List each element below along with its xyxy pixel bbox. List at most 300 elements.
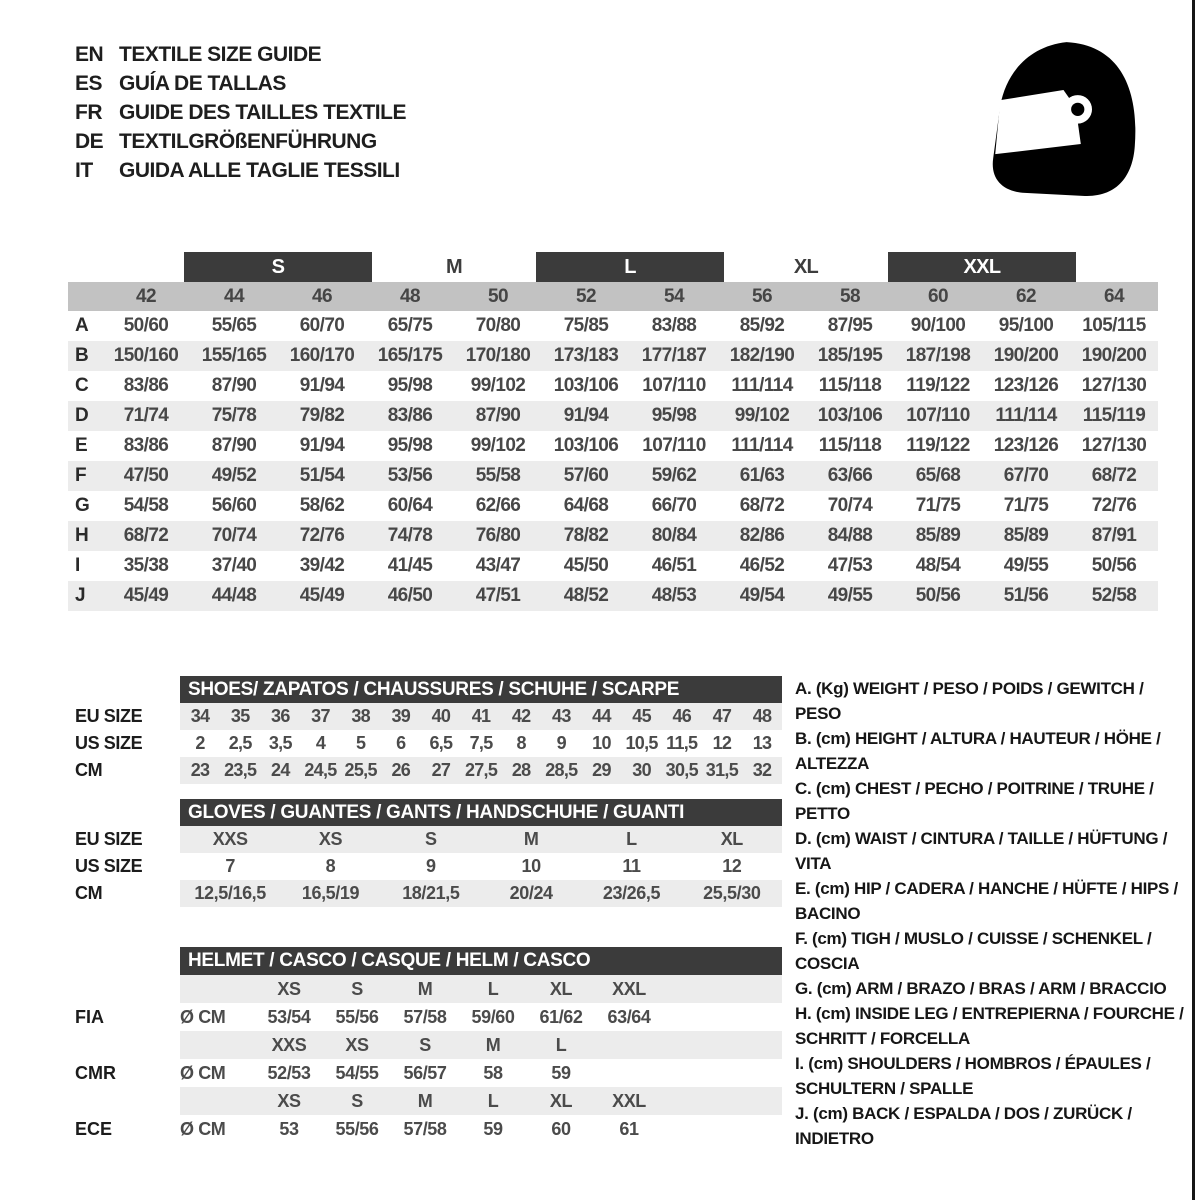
shoes-cell: 4	[315, 733, 326, 753]
helmet-values-row	[68, 1003, 782, 1031]
helmet-value-cell: 58	[483, 1062, 503, 1083]
size-group-l: L	[536, 252, 724, 282]
measurement-cell: 70/74	[827, 495, 873, 516]
measurement-cell: 55/58	[475, 465, 521, 486]
title-line-it	[75, 156, 406, 185]
measurement-cell: 60/64	[387, 495, 433, 516]
measurement-cell: 123/126	[993, 375, 1059, 396]
helmet-size-header: XL	[549, 1090, 573, 1111]
measurement-row	[68, 521, 1158, 551]
measurement-cell: 115/118	[818, 435, 882, 456]
measurement-cell: 83/88	[651, 315, 697, 336]
measurement-cell: 160/170	[289, 345, 355, 366]
measurement-cell: 65/68	[915, 465, 961, 486]
measurement-cell: 62/66	[475, 495, 521, 516]
measurement-cell: 68/72	[123, 525, 169, 546]
helmet-sizes-row	[68, 1031, 782, 1059]
measurement-row	[68, 341, 1158, 371]
measurement-row	[68, 371, 1158, 401]
measurement-cell: 107/110	[906, 405, 970, 426]
helmet-values-band	[180, 1059, 782, 1087]
shoes-cell: 7,5	[469, 733, 493, 753]
measurement-cell: 70/80	[475, 315, 521, 336]
lang-code: DE	[75, 129, 104, 153]
diameter-unit: Ø CM	[180, 1062, 226, 1083]
gloves-row-band	[180, 853, 782, 880]
measurement-cell: 50/56	[915, 585, 961, 606]
corner-cell	[68, 282, 102, 311]
measurement-cell: 76/80	[475, 525, 521, 546]
measurement-row	[68, 551, 1158, 581]
helmet-value-cell: 55/56	[335, 1006, 379, 1027]
shoes-cell: 6,5	[429, 733, 453, 753]
measurement-cell: 85/92	[739, 315, 785, 336]
measurement-cell: 58/62	[299, 495, 345, 516]
shoes-cell: 36	[271, 706, 290, 726]
measurement-cell: 80/84	[651, 525, 697, 546]
measurement-cell: 115/119	[1082, 405, 1146, 426]
measurement-cell: 45/49	[299, 585, 345, 606]
helmet-size-header: XXS	[271, 1034, 307, 1055]
measurement-cell: 91/94	[299, 375, 345, 396]
row-letter: F	[75, 465, 87, 486]
title-line-de	[75, 127, 406, 156]
measurement-cell: 68/72	[739, 495, 785, 516]
shoes-cell: 30,5	[665, 760, 698, 780]
measurement-cell: 87/91	[1091, 525, 1137, 546]
measurement-cell: 111/114	[995, 405, 1057, 426]
guide-title: GUÍA DE TALLAS	[119, 71, 286, 95]
helmet-size-header: XS	[277, 978, 301, 999]
helmet-value-cell: 59/60	[471, 1006, 515, 1027]
gloves-cell: 9	[426, 856, 436, 876]
shoes-cell: 31,5	[705, 760, 739, 780]
shoes-cell: 25,5	[344, 760, 377, 780]
legend-item: H. (cm) INSIDE LEG / ENTREPIERNA / FOURCHE / SCHRITT / FORCELLA	[795, 1004, 1184, 1048]
shoes-cell: 38	[351, 706, 370, 726]
measurement-cell: 49/55	[1003, 555, 1049, 576]
helmet-size-header: L	[487, 1090, 499, 1111]
measurement-cell: 47/51	[475, 585, 521, 606]
measurement-cell: 87/95	[827, 315, 873, 336]
spacer	[68, 799, 180, 826]
measurement-cell: 99/102	[734, 405, 790, 426]
legend-item: J. (cm) BACK / ESPALDA / DOS / ZURÜCK / INDIETRO	[795, 1104, 1132, 1148]
gloves-cell: 12	[722, 856, 742, 876]
measurement-cell: 64/68	[563, 495, 609, 516]
helmet-sizes-row	[68, 975, 782, 1003]
helmet-values-band	[180, 1115, 782, 1143]
measurement-row	[68, 581, 1158, 611]
gloves-cell: S	[425, 829, 437, 849]
measurement-cell: 170/180	[465, 345, 531, 366]
measurement-cell: 190/200	[993, 345, 1059, 366]
measurement-row	[68, 431, 1158, 461]
shoes-cell: 8	[516, 733, 526, 753]
size-column-header: 64	[1104, 285, 1124, 307]
right-edge-line	[1192, 0, 1195, 1200]
measurement-cell: 59/62	[651, 465, 697, 486]
gloves-row	[68, 826, 782, 853]
legend-item: F. (cm) TIGH / MUSLO / CUISSE / SCHENKEL / COSCIA	[795, 929, 1152, 973]
measurement-row	[68, 401, 1158, 431]
row-label: US SIZE	[75, 733, 143, 753]
shoes-cell: 42	[511, 706, 531, 726]
measurement-cell: 47/50	[123, 465, 169, 486]
helmet-value-cell: 52/53	[267, 1062, 311, 1083]
shoes-cell: 10,5	[625, 733, 658, 753]
shoes-title-row	[68, 676, 782, 703]
measurement-cell: 78/82	[563, 525, 609, 546]
gloves-cell: M	[523, 829, 539, 849]
size-column-header: 54	[664, 285, 684, 307]
helmet-size-header: S	[351, 978, 363, 999]
measurement-cell: 46/50	[387, 585, 433, 606]
measurement-cell: 71/74	[123, 405, 169, 426]
measurement-cell: 95/100	[998, 315, 1054, 336]
size-group-m: M	[445, 255, 463, 278]
helmet-value-cell: 61/62	[539, 1006, 583, 1027]
gloves-row	[68, 853, 782, 880]
lang-code: IT	[75, 158, 93, 182]
measurement-cell: 87/90	[211, 435, 257, 456]
spacer	[68, 676, 180, 703]
measurement-cell: 111/114	[731, 375, 793, 396]
gloves-cell: XL	[720, 829, 743, 849]
row-label: EU SIZE	[75, 706, 143, 726]
shoes-table	[68, 676, 782, 784]
measurement-cell: 46/52	[739, 555, 785, 576]
shoes-cell: 2	[195, 733, 205, 753]
measurement-cell: 182/190	[729, 345, 795, 366]
helmet-value-cell: 63/64	[607, 1006, 651, 1027]
title-line-fr	[75, 98, 406, 127]
gloves-cell: 20/24	[509, 883, 553, 903]
gloves-row	[68, 880, 782, 907]
helmet-size-header: L	[555, 1034, 567, 1055]
legend-item: D. (cm) WAIST / CINTURA / TAILLE / HÜFTUNG / VITA	[795, 829, 1168, 873]
shoes-title-bar: SHOES/ ZAPATOS / CHAUSSURES / SCHUHE / SCARPE	[180, 676, 782, 703]
helmet-table	[68, 947, 782, 1143]
title-block	[75, 40, 406, 185]
helmet-size-header: M	[417, 1090, 433, 1111]
measurement-cell: 51/56	[1003, 585, 1049, 606]
helmet-values-row	[68, 1115, 782, 1143]
measurement-cell: 79/82	[299, 405, 345, 426]
measurement-cell: 63/66	[827, 465, 873, 486]
helmet-value-cell: 53	[279, 1118, 299, 1139]
helmet-size-header: M	[417, 978, 433, 999]
helmet-value-cell: 57/58	[403, 1006, 447, 1027]
measurement-cell: 82/86	[739, 525, 785, 546]
lang-code: FR	[75, 100, 102, 124]
measurement-cell: 85/89	[915, 525, 961, 546]
helmet-title-bar: HELMET / CASCO / CASQUE / HELM / CASCO	[180, 947, 782, 975]
gloves-cell: 16,5/19	[301, 883, 360, 903]
measurement-cell: 45/49	[123, 585, 169, 606]
shoes-cell: 24,5	[304, 760, 337, 780]
measurement-cell: 52/58	[1091, 585, 1137, 606]
shoes-cell: 26	[391, 760, 411, 780]
row-letter: D	[75, 405, 89, 426]
helmet-size-header: S	[419, 1034, 431, 1055]
title-line-es	[75, 69, 406, 98]
measurement-cell: 185/195	[817, 345, 883, 366]
measurement-cell: 87/90	[475, 405, 521, 426]
helmet-sizes-band	[180, 1087, 782, 1115]
legend-item: E. (cm) HIP / CADERA / HANCHE / HÜFTE / HIPS / BACINO	[795, 879, 1178, 923]
measurement-cell: 67/70	[1003, 465, 1049, 486]
helmet-size-header: M	[485, 1034, 501, 1055]
gloves-cell: 12,5/16,5	[194, 883, 266, 903]
measurement-cell: 41/45	[387, 555, 433, 576]
measurement-cell: 44/48	[211, 585, 257, 606]
row-letter: G	[75, 495, 90, 516]
size-column-header: 44	[224, 285, 244, 307]
guide-title: TEXTILGRÖßENFÜHRUNG	[119, 129, 377, 153]
gloves-cell: 7	[225, 856, 235, 876]
gloves-cell: 11	[622, 856, 641, 876]
measurement-cell: 48/52	[563, 585, 609, 606]
row-letter: B	[75, 345, 89, 366]
measurement-cell: 49/52	[211, 465, 257, 486]
helmet-value-cell: 54/55	[335, 1062, 379, 1083]
shoes-row-band	[180, 730, 782, 757]
helmet-values-band	[180, 1003, 782, 1031]
measurement-cell: 85/89	[1003, 525, 1049, 546]
measurement-cell: 84/88	[827, 525, 873, 546]
helmet-size-header: S	[351, 1090, 363, 1111]
shoes-cell: 47	[712, 706, 732, 726]
measurement-cell: 50/60	[123, 315, 169, 336]
measurement-cell: 127/130	[1081, 435, 1147, 456]
row-label: CM	[75, 760, 103, 780]
measurement-cell: 57/60	[563, 465, 609, 486]
measurement-cell: 46/51	[651, 555, 697, 576]
full-face-helmet-icon	[983, 36, 1146, 199]
measurement-cell: 150/160	[113, 345, 179, 366]
row-label: US SIZE	[75, 856, 143, 876]
helmet-value-cell: 61	[619, 1118, 639, 1139]
standard-label: CMR	[75, 1062, 116, 1083]
measurement-cell: 35/38	[123, 555, 169, 576]
measurement-cell: 115/118	[818, 375, 882, 396]
helmet-value-cell: 56/57	[403, 1062, 447, 1083]
size-column-header: 52	[576, 285, 596, 307]
measurement-cell: 72/76	[1091, 495, 1137, 516]
row-letter: I	[75, 555, 81, 576]
helmet-size-header: XS	[345, 1034, 369, 1055]
spacer	[68, 975, 180, 1003]
shoes-cell: 37	[311, 706, 330, 726]
measurement-cell: 190/200	[1081, 345, 1147, 366]
measurement-cell: 119/122	[906, 375, 970, 396]
main-size-table	[68, 252, 1158, 611]
helmet-size-header: XXL	[612, 1090, 646, 1111]
measurement-cell: 127/130	[1081, 375, 1147, 396]
size-column-header: 42	[136, 285, 156, 307]
shoes-cell: 41	[471, 706, 491, 726]
measurement-cell: 71/75	[1003, 495, 1049, 516]
shoes-cell: 28	[511, 760, 531, 780]
helmet-size-header: L	[487, 978, 499, 999]
shoes-cell: 24	[271, 760, 290, 780]
measurement-row	[68, 461, 1158, 491]
measurement-cell: 49/55	[827, 585, 873, 606]
shoes-cell: 28,5	[545, 760, 578, 780]
shoes-cell: 29	[592, 760, 611, 780]
measurement-row	[68, 311, 1158, 341]
measurement-cell: 173/183	[553, 345, 619, 366]
measurement-cell: 74/78	[387, 525, 433, 546]
gloves-cell: 25,5/30	[703, 883, 761, 903]
row-letter: E	[75, 435, 88, 456]
size-column-header: 58	[840, 285, 860, 307]
measurement-cell: 43/47	[475, 555, 521, 576]
measurement-cell: 90/100	[910, 315, 966, 336]
gloves-cell: 23/26,5	[602, 883, 661, 903]
row-letter: C	[75, 375, 89, 396]
measurement-cell: 71/75	[915, 495, 961, 516]
measurement-cell: 95/98	[387, 435, 433, 456]
helmet-values-row	[68, 1059, 782, 1087]
shoes-cell: 39	[391, 706, 411, 726]
title-line-en	[75, 40, 406, 69]
size-group-header-row	[68, 252, 1158, 282]
helmet-size-header: XL	[549, 978, 573, 999]
measurement-cell: 55/65	[211, 315, 257, 336]
row-label: EU SIZE	[75, 829, 143, 849]
measurement-cell: 87/90	[211, 375, 257, 396]
gloves-cell: XXS	[212, 829, 248, 849]
shoes-cell: 11,5	[666, 733, 698, 753]
measurement-cell: 107/110	[642, 435, 706, 456]
legend-item: A. (Kg) WEIGHT / PESO / POIDS / GEWITCH / PESO	[795, 679, 1144, 723]
helmet-value-cell: 55/56	[335, 1118, 379, 1139]
numeric-size-header-row	[68, 282, 1158, 311]
measurement-cell: 54/58	[123, 495, 169, 516]
gloves-cell: 8	[325, 856, 336, 876]
shoes-cell: 48	[752, 706, 772, 726]
shoes-cell: 44	[592, 706, 611, 726]
guide-title: GUIDA ALLE TAGLIE TESSILI	[119, 158, 400, 182]
measurement-row	[68, 491, 1158, 521]
measurement-cell: 48/54	[915, 555, 961, 576]
shoes-cell: 32	[752, 760, 772, 780]
helmet-value-cell: 57/58	[403, 1118, 447, 1139]
measurement-cell: 47/53	[827, 555, 873, 576]
measurement-cell: 72/76	[299, 525, 345, 546]
shoes-cell: 23	[190, 760, 210, 780]
size-column-header: 46	[312, 285, 332, 307]
measurement-cell: 107/110	[642, 375, 706, 396]
measurement-cell: 83/86	[387, 405, 433, 426]
measurement-cell: 123/126	[993, 435, 1059, 456]
shoes-cell: 6	[396, 733, 406, 753]
shoes-cell: 40	[431, 706, 451, 726]
measurement-cell: 103/106	[553, 375, 619, 396]
measurement-cell: 70/74	[211, 525, 257, 546]
shoes-cell: 3,5	[268, 733, 292, 753]
shoes-cell: 12	[712, 733, 732, 753]
shoes-cell: 46	[672, 706, 692, 726]
lang-code: ES	[75, 71, 103, 95]
measurement-cell: 45/50	[563, 555, 609, 576]
diameter-unit: Ø CM	[180, 1118, 226, 1139]
size-column-header: 62	[1016, 285, 1036, 307]
gloves-cell: L	[626, 829, 637, 849]
shoes-cell: 5	[355, 733, 366, 753]
standard-label: ECE	[75, 1118, 113, 1139]
measurement-cell: 105/115	[1082, 315, 1146, 336]
measurement-cell: 60/70	[299, 315, 345, 336]
measurement-cell: 53/56	[387, 465, 433, 486]
size-group-xxl: XXL	[888, 252, 1076, 282]
measurement-cell: 61/63	[739, 465, 785, 486]
shoes-cell: 34	[190, 706, 210, 726]
shoes-cell: 27	[431, 760, 451, 780]
measurement-cell: 177/187	[641, 345, 707, 366]
helmet-size-header: XXL	[612, 978, 646, 999]
legend-item: C. (cm) CHEST / PECHO / POITRINE / TRUHE / PETTO	[795, 779, 1154, 823]
measurement-cell: 75/78	[211, 405, 257, 426]
shoes-cell: 30	[632, 760, 651, 780]
measurement-cell: 99/102	[470, 435, 526, 456]
shoes-row	[68, 703, 782, 730]
helmet-sizes-band	[180, 975, 782, 1003]
measurement-cell: 56/60	[211, 495, 257, 516]
helmet-value-cell: 53/54	[267, 1006, 311, 1027]
shoes-row	[68, 757, 782, 784]
shoes-cell: 2,5	[228, 733, 252, 753]
shoes-cell: 27,5	[464, 760, 498, 780]
measurement-cell: 165/175	[377, 345, 443, 366]
gloves-row-band	[180, 880, 782, 907]
legend-item: I. (cm) SHOULDERS / HOMBROS / ÉPAULES / SCHULTERN / SPALLE	[795, 1054, 1151, 1098]
measurement-cell: 83/86	[123, 375, 169, 396]
shoes-cell: 43	[552, 706, 571, 726]
lang-code: EN	[75, 42, 104, 66]
shoes-row-band	[180, 703, 782, 730]
gloves-table	[68, 799, 782, 907]
measurement-cell: 91/94	[299, 435, 345, 456]
helmet-title-row	[68, 947, 782, 975]
guide-title: TEXTILE SIZE GUIDE	[119, 42, 322, 66]
measurement-cell: 111/114	[731, 435, 793, 456]
row-label: CM	[75, 883, 103, 903]
measurement-cell: 187/198	[905, 345, 971, 366]
measurement-cell: 103/106	[553, 435, 619, 456]
size-column-header: 56	[752, 285, 772, 307]
gloves-title-bar: GLOVES / GUANTES / GANTS / HANDSCHUHE / GUANTI	[180, 799, 782, 826]
gloves-cell: 10	[521, 856, 541, 876]
helmet-sizes-row	[68, 1087, 782, 1115]
shoes-cell: 35	[230, 706, 250, 726]
guide-title: GUIDE DES TAILLES TEXTILE	[119, 100, 406, 124]
measurement-cell: 39/42	[299, 555, 345, 576]
measurement-cell: 99/102	[470, 375, 526, 396]
size-group-xl: XL	[793, 255, 819, 278]
helmet-value-cell: 59	[551, 1062, 571, 1083]
measurement-cell: 95/98	[387, 375, 433, 396]
measurement-cell: 103/106	[817, 405, 883, 426]
gloves-row-band	[180, 826, 782, 853]
legend-item: B. (cm) HEIGHT / ALTURA / HAUTEUR / HÖHE / ALTEZZA	[795, 729, 1161, 773]
measurement-legend	[795, 676, 1187, 1151]
gloves-cell: XS	[318, 829, 343, 849]
helmet-value-cell: 59	[483, 1118, 503, 1139]
helmet-sizes-band	[180, 1031, 782, 1059]
